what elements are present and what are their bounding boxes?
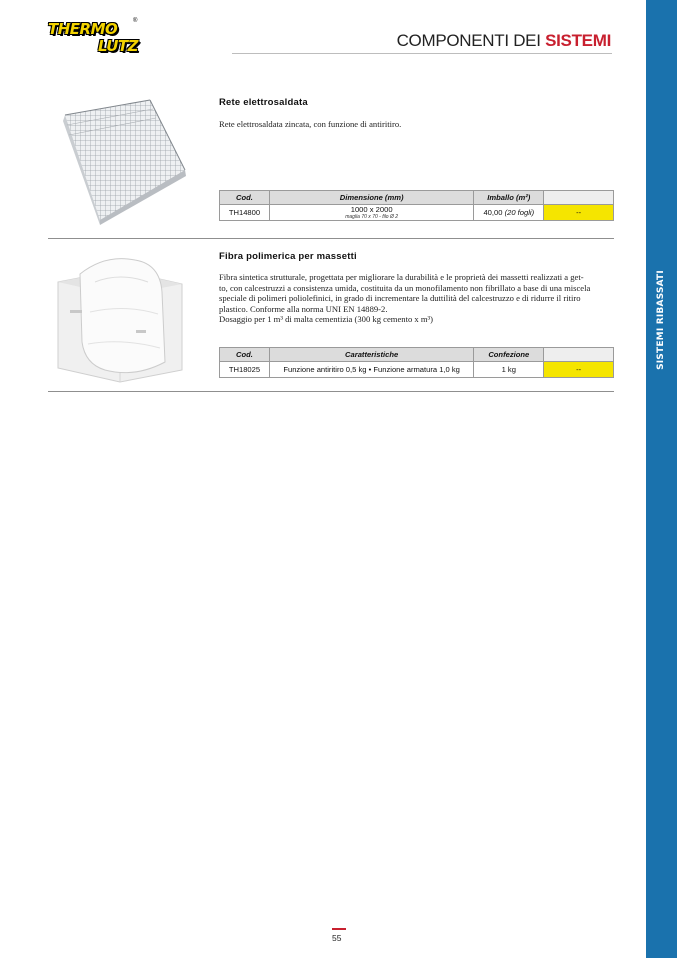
cell-dimension [269,205,473,221]
table-header-row [220,348,614,362]
product-description-rete [219,119,614,130]
description-line: plastico. Conforme alla norma UNI EN 14889-2. [219,303,388,314]
dimension-note: maglia 70 x 70 - filo Ø 2 [345,213,399,220]
product-title-fibra: Fibra polimerica per massetti [219,251,357,262]
description-line: to, con calcestruzzi a consistenza umida, costituita da un monofilamento non fibrillato a base di una miscela [219,282,591,293]
fiber-sack-image [50,252,190,384]
packaging-value: 40,00 [483,208,503,217]
logo-line-1: THERMO [48,20,118,38]
section-divider [48,238,614,239]
description-line: Rete elettrosaldata zincata, con funzione di antiritiro. [219,119,402,129]
col-header-code: Cod. [220,191,270,205]
cell-features: Funzione antiritiro 0,5 kg • Funzione armatura 1,0 kg [269,362,473,378]
table-header-row [220,191,614,205]
table-row [220,205,614,221]
col-header-packaging: Imballo (m²) [474,191,544,205]
spec-table-fibra [219,347,614,378]
col-header-packaging: Confezione [474,348,544,362]
logo-registered-mark: ® [133,18,138,24]
cell-code: TH18025 [220,362,270,378]
packaging-note: (20 fogli) [504,208,535,217]
table-row [220,362,614,378]
wire-mesh-panels-image [55,95,191,225]
page-number: 55 [332,933,342,943]
side-tab-label: SISTEMI RIBASSATI [656,270,666,370]
page-title-highlight: SISTEMI [545,31,611,50]
dimension-value: 1000 x 2000 [350,204,393,214]
spec-table-rete [219,190,614,221]
description-line: Dosaggio per 1 m³ di malta cementizia (300 kg cemento x m³) [219,314,433,325]
section-divider [48,391,614,392]
header-divider [232,53,612,54]
thermolutz-logo [46,20,146,58]
page-title-prefix: COMPONENTI DEI [396,31,546,50]
cell-code: TH14800 [220,205,270,221]
logo-line-2: LUTZ [98,37,139,55]
side-tab-band [646,0,677,958]
product-description-fibra [219,272,614,325]
cell-packaging [474,205,544,221]
page-title [397,31,611,51]
page-number-accent [332,928,346,930]
col-header-price [544,348,614,362]
product-title-rete: Rete elettrosaldata [219,97,308,108]
description-line: Fibra sintetica strutturale, progettata per migliorare la durabilità e le proprietà dei massetti realizzati a get- [219,272,584,282]
cell-price: -- [544,205,614,221]
description-line: speciale di polimeri poliolefinici, in grado di incrementare la duttilità del calcestruzzo e di ridurre il ritiro [219,293,581,304]
col-header-dimension: Dimensione (mm) [269,191,473,205]
col-header-features: Caratteristiche [269,348,473,362]
col-header-price [544,191,614,205]
col-header-code: Cod. [220,348,270,362]
cell-packaging: 1 kg [474,362,544,378]
cell-price: -- [544,362,614,378]
